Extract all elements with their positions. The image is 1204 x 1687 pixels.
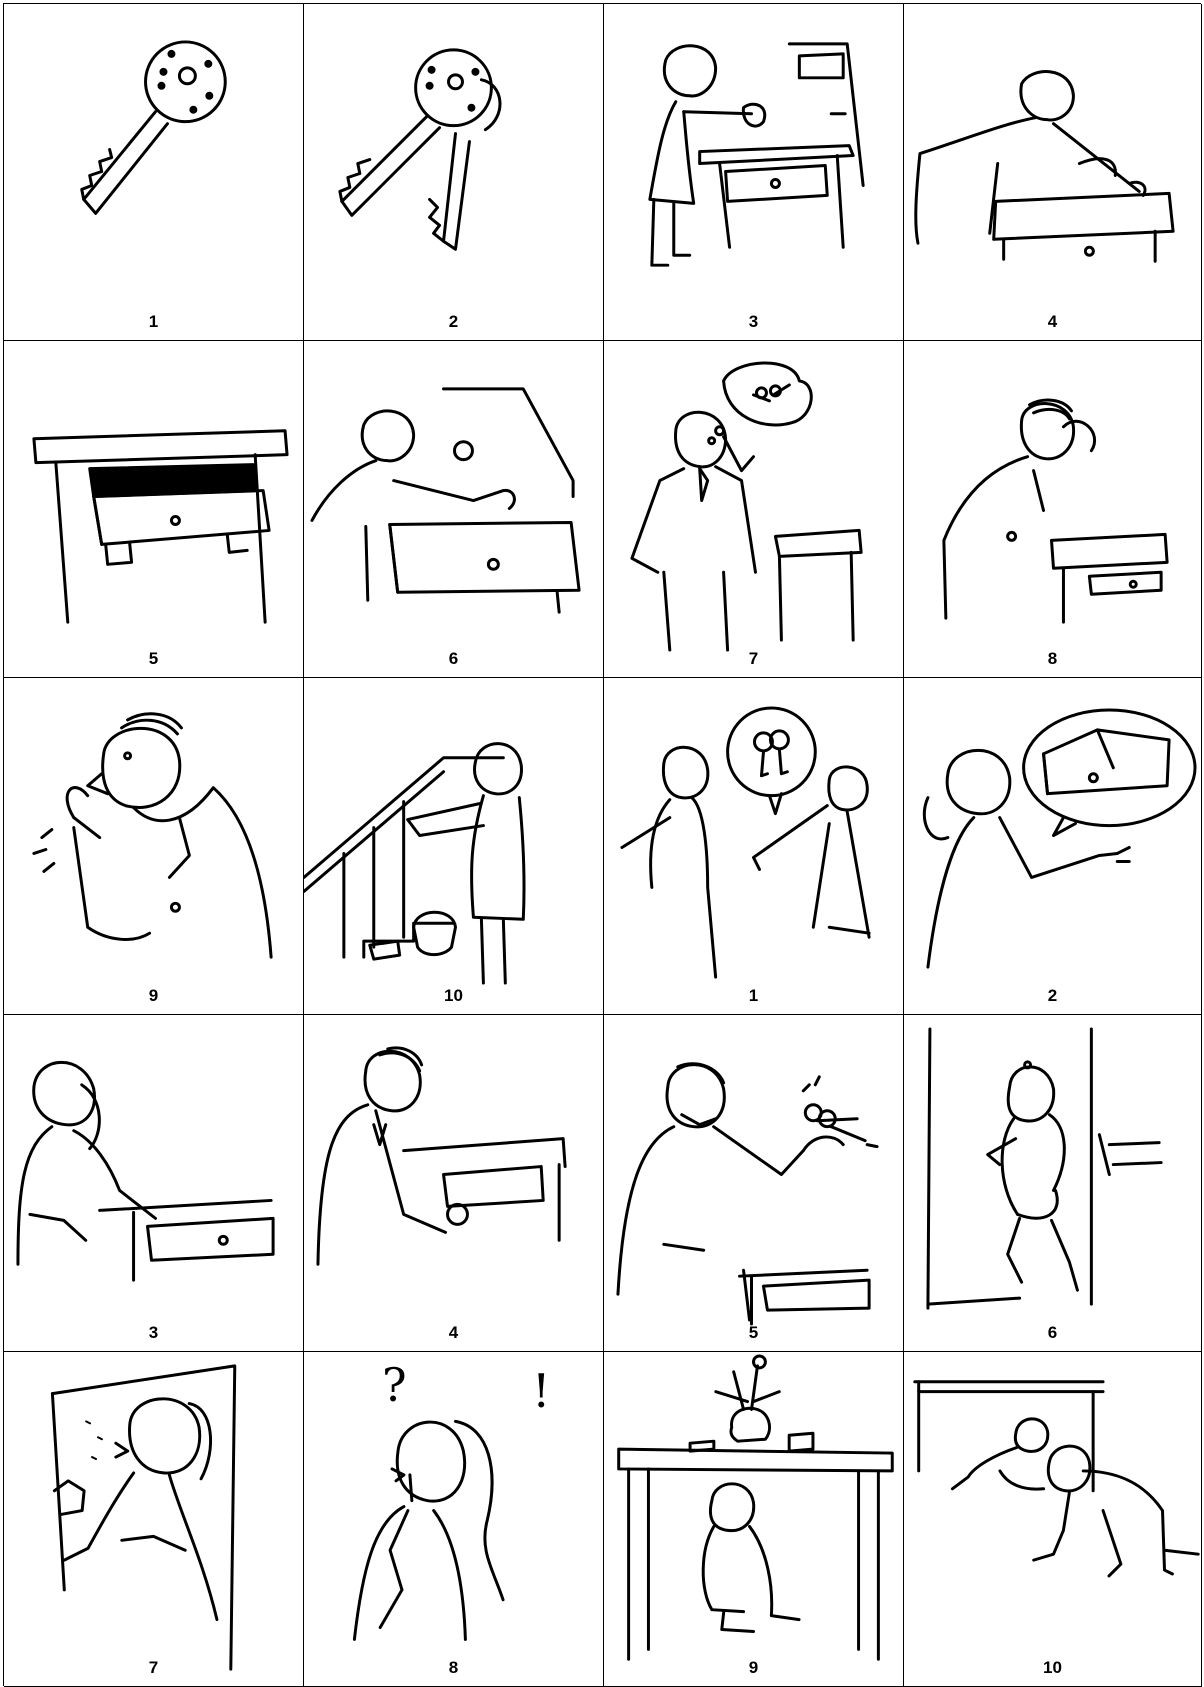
man-calling-scene	[4, 678, 303, 1014]
panel-1	[4, 4, 304, 341]
woman-pointing-drawer-scene	[904, 678, 1201, 1014]
panel-18	[304, 1352, 604, 1687]
panel-number: 5	[748, 1323, 759, 1342]
key-icon	[4, 4, 303, 340]
panel-number: 1	[748, 986, 759, 1005]
man-with-keys-scene	[604, 1015, 903, 1351]
panel-9	[4, 678, 304, 1015]
woman-table-scene-2	[4, 1015, 303, 1351]
picture-story-grid	[3, 3, 1201, 1686]
panel-number: 8	[1047, 649, 1058, 668]
man-drawer-scene	[304, 1015, 603, 1351]
panel-number: 10	[1043, 1658, 1062, 1677]
child-under-table-scene	[604, 1352, 903, 1686]
panel-number: 8	[448, 1658, 459, 1677]
panel-number: 4	[448, 1323, 459, 1342]
woman-wondering-scene	[304, 1352, 603, 1686]
woman-doorway-scene	[4, 1352, 303, 1686]
panel-13	[4, 1015, 304, 1352]
two-keys-icon	[304, 4, 603, 340]
panel-number: 3	[148, 1323, 159, 1342]
panel-number: 10	[444, 986, 463, 1005]
panel-20	[904, 1352, 1202, 1687]
panel-5	[4, 341, 304, 678]
baby-doorway-scene	[904, 1015, 1201, 1351]
panel-15	[604, 1015, 904, 1352]
panel-number: 7	[148, 1658, 159, 1677]
panel-number: 9	[748, 1658, 759, 1677]
panel-2	[304, 4, 604, 341]
panel-number: 2	[1047, 986, 1058, 1005]
question-mark: ?	[382, 1358, 407, 1412]
panel-14	[304, 1015, 604, 1352]
panel-number: 9	[148, 986, 159, 1005]
panel-10	[304, 678, 604, 1015]
woman-drawer-scene	[304, 341, 603, 677]
panel-6	[304, 341, 604, 678]
man-head-in-hand-scene	[904, 341, 1201, 677]
panel-8	[904, 341, 1202, 678]
panel-number: 5	[148, 649, 159, 668]
panel-4	[904, 4, 1202, 341]
couple-keys-bubble-scene	[604, 678, 903, 1014]
panel-17	[4, 1352, 304, 1687]
panel-number: 4	[1047, 312, 1058, 331]
man-thinking-keys-scene	[604, 341, 903, 677]
woman-searching-table-scene	[904, 4, 1201, 340]
woman-stairs-scene	[304, 678, 603, 1014]
exclamation-mark: !	[532, 1364, 551, 1418]
panel-19	[604, 1352, 904, 1687]
panel-number: 7	[748, 649, 759, 668]
mother-baby-floor-scene	[904, 1352, 1201, 1686]
woman-table-scene	[604, 4, 903, 340]
panel-number: 6	[1047, 1323, 1058, 1342]
panel-number: 1	[148, 312, 159, 331]
panel-7	[604, 341, 904, 678]
panel-number: 2	[448, 312, 459, 331]
panel-16	[904, 1015, 1202, 1352]
panel-number: 3	[748, 312, 759, 331]
open-drawer-scene	[4, 341, 303, 677]
panel-3	[604, 4, 904, 341]
panel-12	[904, 678, 1202, 1015]
panel-number: 6	[448, 649, 459, 668]
panel-11	[604, 678, 904, 1015]
